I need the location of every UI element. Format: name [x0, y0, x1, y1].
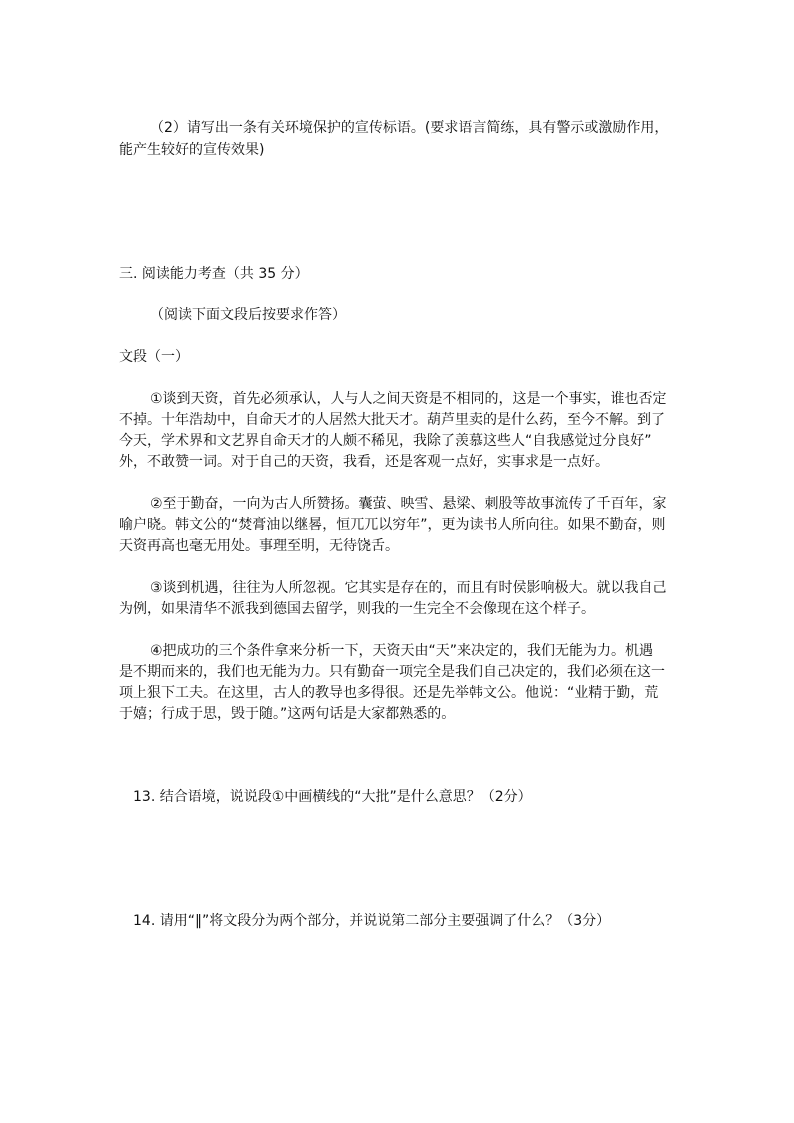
paragraph-4-line-3: 项上狠下工夫。在这里，古人的教导也多得很。还是先举韩文公。他说：“业精于勤，荒	[119, 685, 659, 701]
passage-title: 文段（一）	[119, 349, 189, 365]
paragraph-3-line-2: 为例，如果清华不派我到德国去留学，则我的一生完全不会像现在这个样子。	[119, 601, 595, 617]
paragraph-2-line-2: 喻户晓。韩文公的“焚膏油以继晷，恒兀兀以穷年”，更为读书人所向往。如果不勤奋，则	[119, 517, 666, 533]
q2-prompt-line-2: 能产生较好的宣传效果)	[119, 142, 265, 158]
paragraph-4-line-4: 于嬉；行成于思，毁于随。”这两句话是大家都熟悉的。	[119, 706, 456, 722]
section-heading: 三. 阅读能力考查（共 35 分）	[119, 266, 309, 282]
question-13: 13. 结合语境，说说段①中画横线的“大批”是什么意思？（2分）	[133, 789, 532, 805]
paragraph-1-line-1: ①谈到天资，首先必须承认，人与人之间天资是不相同的，这是一个事实，谁也否定	[150, 391, 667, 407]
paragraph-1-line-3: 今天，学术界和文艺界自命天才的人颇不稀见，我除了羡慕这些人“自我感觉过分良好”	[119, 433, 652, 449]
paragraph-1-line-4: 外，不敢赞一词。对于自己的天资，我看，还是客观一点好，实事求是一点好。	[119, 454, 609, 470]
section-instruction: （阅读下面文段后按要求作答）	[150, 307, 346, 323]
paragraph-1-line-2: 不掉。十年浩劫中，自命天才的人居然大批天才。葫芦里卖的是什么药，至今不解。到了	[119, 412, 665, 428]
paragraph-4-line-1: ④把成功的三个条件拿来分析一下，天资天由“天”来决定的，我们无能为力。机遇	[150, 643, 654, 659]
question-14: 14. 请用“‖”将文段分为两个部分，并说说第二部分主要强调了什么？（3分）	[133, 913, 611, 929]
paragraph-3-line-1: ③谈到机遇，往往为人所忽视。它其实是存在的，而且有时侯影响极大。就以我自己	[150, 580, 667, 596]
paragraph-4-line-2: 是不期而来的，我们也无能为力。只有勤奋一项完全是我们自己决定的，我们必须在这一	[119, 664, 665, 680]
q2-prompt-line-1: （2）请写出一条有关环境保护的宣传标语。(要求语言简练，具有警示或激励作用，	[150, 120, 669, 136]
paragraph-2-line-1: ②至于勤奋，一向为古人所赞扬。囊萤、映雪、悬梁、刺股等故事流传了千百年，家	[150, 496, 667, 512]
paragraph-2-line-3: 天资再高也毫无用处。事理至明，无待饶舌。	[119, 538, 399, 554]
